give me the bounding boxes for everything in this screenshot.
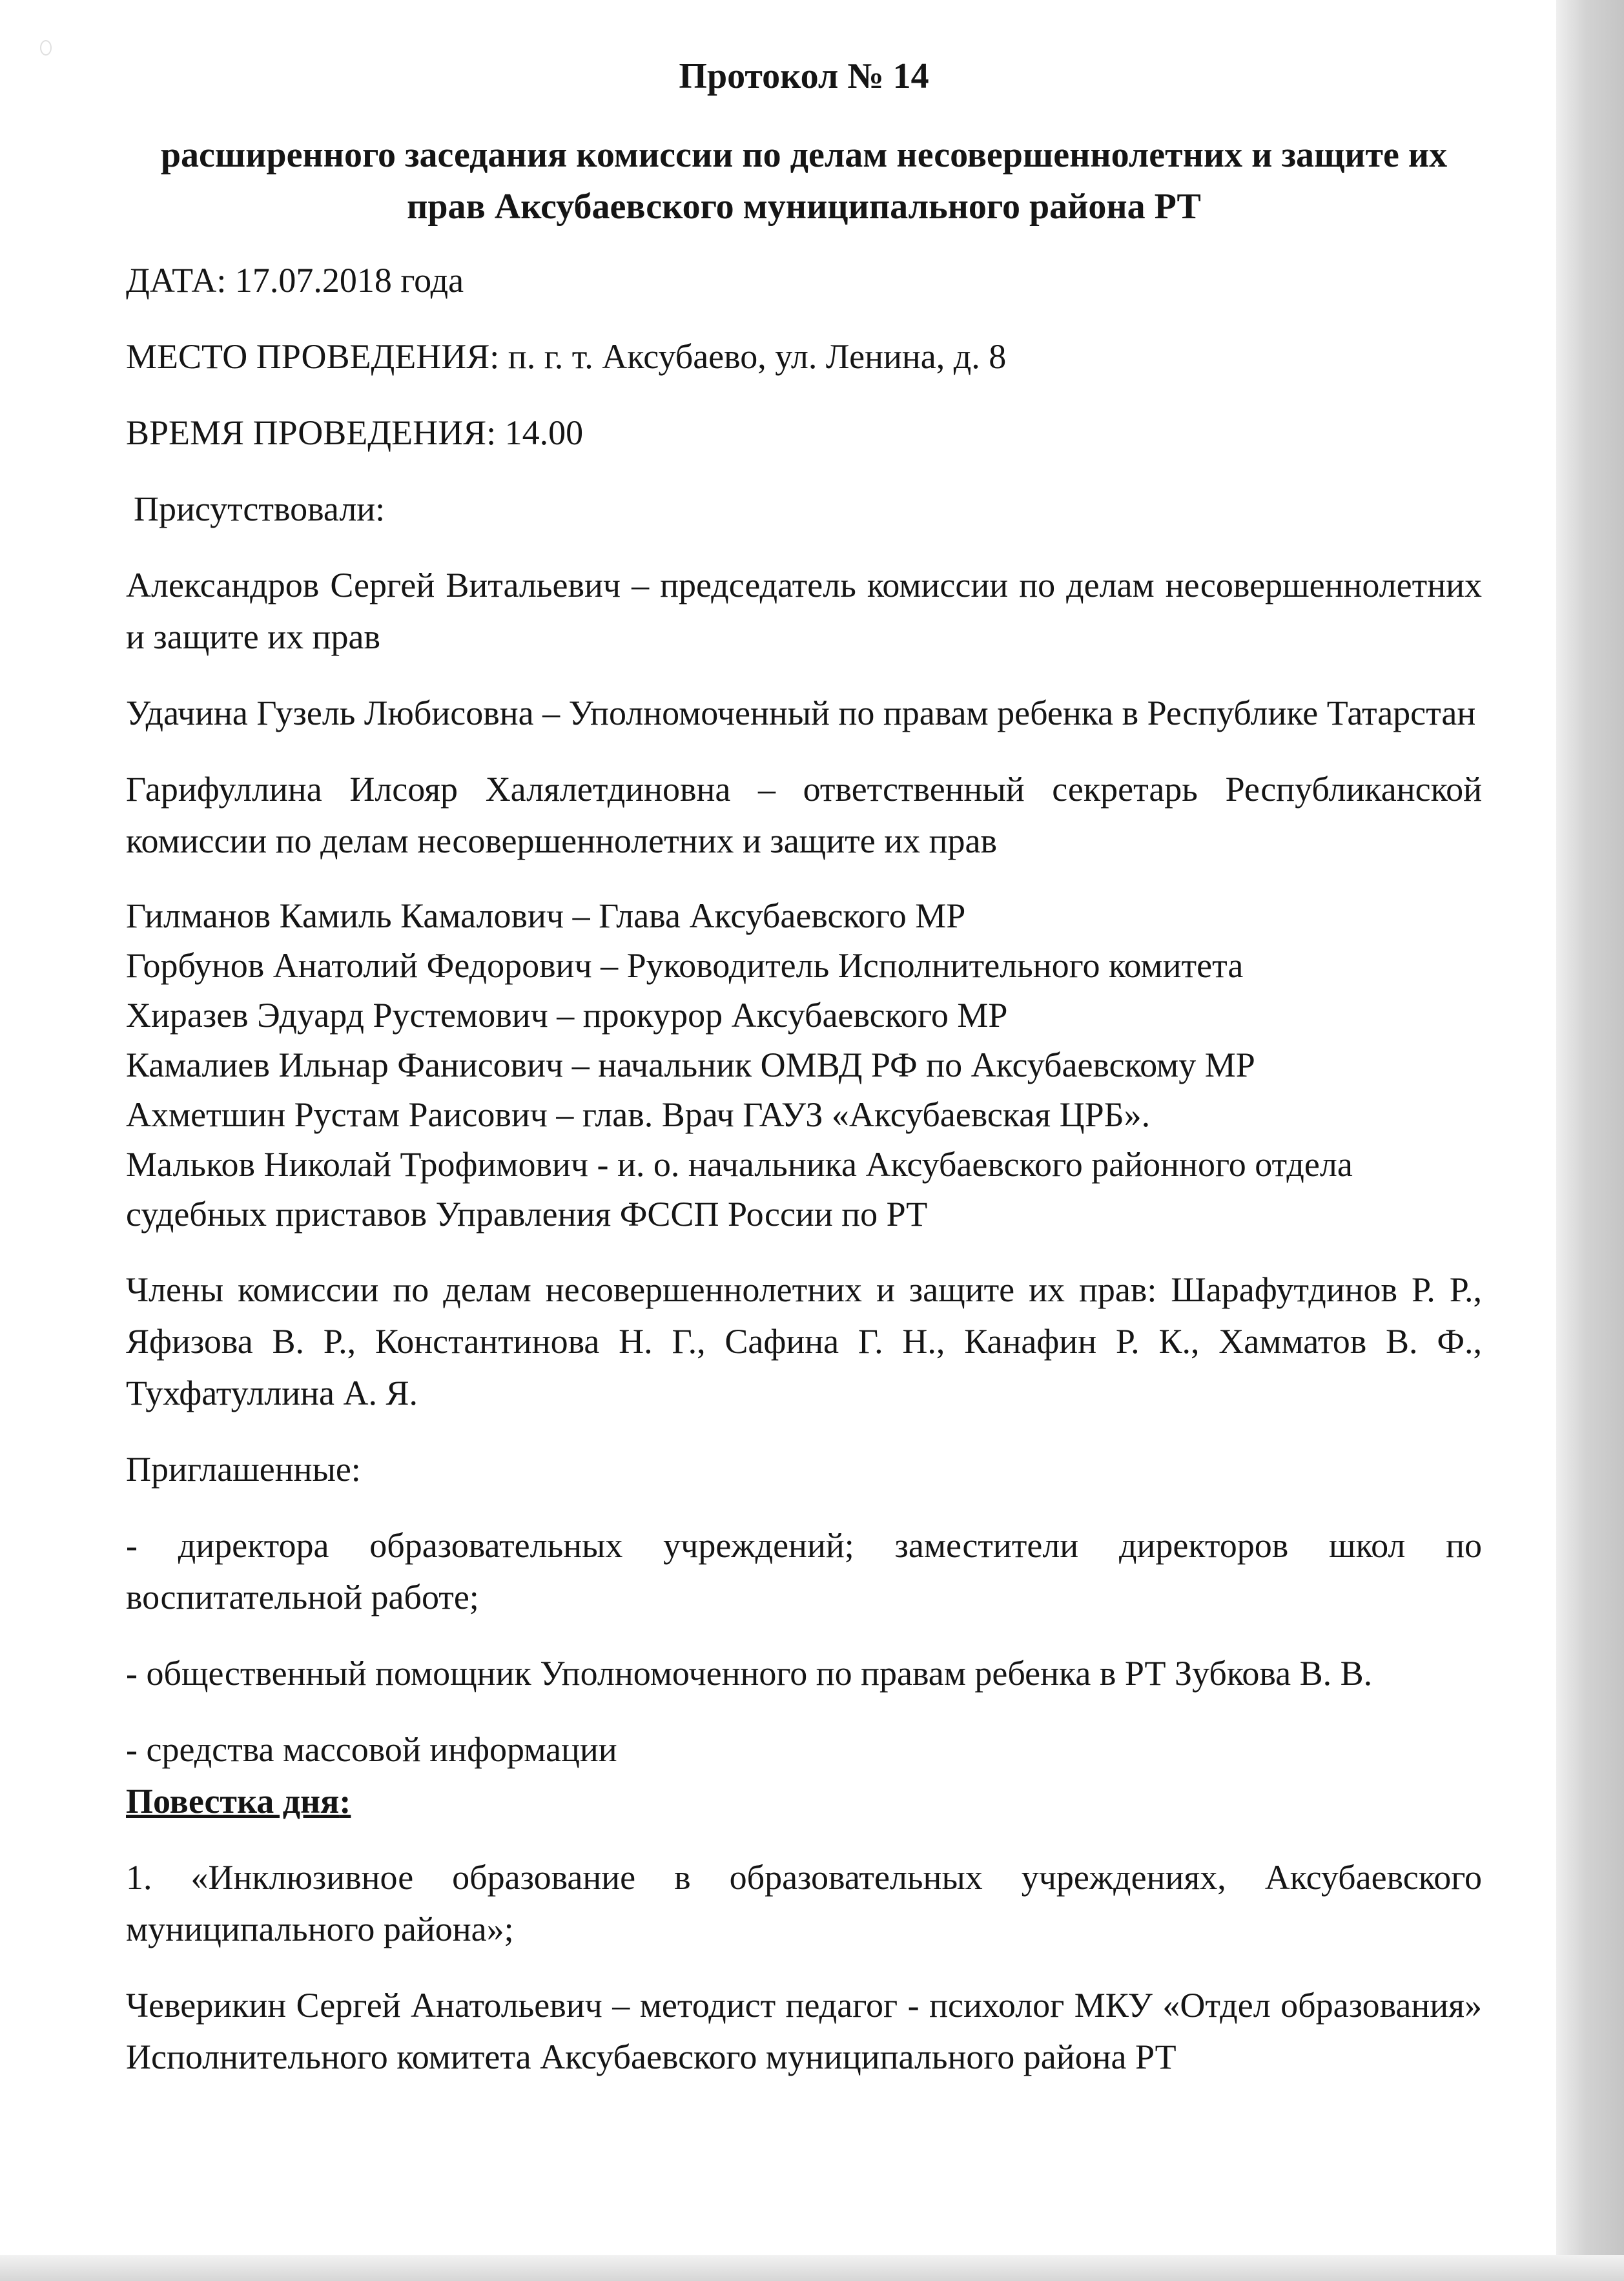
officials-list bbox=[126, 891, 1482, 1239]
official-item: Мальков Николай Трофимович - и. о. начальника Аксубаевского районного отдела судебных приставов Управления ФССП России по РТ bbox=[126, 1145, 1353, 1233]
scan-shadow-right bbox=[1556, 0, 1624, 2281]
present-heading: Присутствовали: bbox=[134, 490, 385, 528]
attendee-secretary: Гарифуллина Илсояр Халялетдиновна – ответственный секретарь Республиканской комиссии по делам несовершеннолетних и защите их прав bbox=[126, 770, 1482, 860]
invited-item: - средства массовой информации bbox=[126, 1730, 617, 1769]
attendee-chairman: Александров Сергей Витальевич – председатель комиссии по делам несовершеннолетних и защите их прав bbox=[126, 566, 1482, 656]
scan-speck bbox=[40, 40, 52, 56]
agenda-item: 1. «Инклюзивное образование в образовательных учреждениях, Аксубаевского муниципального района»; bbox=[126, 1858, 1482, 1948]
invited-item: - общественный помощник Уполномоченного по правам ребенка в РТ Зубкова В. В. bbox=[126, 1654, 1373, 1693]
document-title: Протокол № 14 bbox=[679, 56, 929, 96]
document-body bbox=[126, 50, 1482, 2107]
agenda-heading-text: Повестка дня bbox=[126, 1782, 340, 1821]
document-subtitle: расширенного заседания комиссии по делам несовершеннолетних и защите их прав Аксубаевского муниципального района РТ bbox=[160, 135, 1448, 227]
speaker-line: Чеверикин Сергей Анатольевич – методист педагог - психолог МКУ «Отдел образования» Исполнительного комитета Аксубаевского муниципального района РТ bbox=[126, 1986, 1482, 2076]
official-item: Ахметшин Рустам Раисович – глав. Врач ГАУЗ «Аксубаевская ЦРБ». bbox=[126, 1095, 1151, 1134]
commission-members: Члены комиссии по делам несовершеннолетних и защите их прав: Шарафутдинов Р. Р., Яфизова В. Р., Константинова Н. Г., Сафина Г. Н., Канафин Р. К., Хамматов В. Ф., Тухфатуллина А. Я. bbox=[126, 1270, 1482, 1412]
invited-item: - директора образовательных учреждений; заместители директоров школ по воспитательной работе; bbox=[126, 1526, 1482, 1616]
agenda-heading bbox=[126, 1775, 1482, 1827]
place-line: МЕСТО ПРОВЕДЕНИЯ: п. г. т. Аксубаево, ул. Ленина, д. 8 bbox=[126, 337, 1007, 376]
attendee-ombudsman: Удачина Гузель Любисовна – Уполномоченный по правам ребенка в Республике Татарстан bbox=[126, 694, 1476, 732]
date-line: ДАТА: 17.07.2018 года bbox=[126, 261, 464, 300]
invited-heading: Приглашенные: bbox=[126, 1450, 361, 1489]
time-line: ВРЕМЯ ПРОВЕДЕНИЯ: 14.00 bbox=[126, 413, 584, 452]
official-item: Хиразев Эдуард Рустемович – прокурор Аксубаевского МР bbox=[126, 996, 1008, 1035]
official-item: Горбунов Анатолий Федорович – Руководитель Исполнительного комитета bbox=[126, 946, 1244, 985]
scan-shadow-bottom bbox=[0, 2255, 1624, 2281]
official-item: Гилманов Камиль Камалович – Глава Аксубаевского МР bbox=[126, 896, 966, 935]
agenda-heading-colon: : bbox=[339, 1782, 351, 1821]
official-item: Камалиев Ильнар Фанисович – начальник ОМВД РФ по Аксубаевскому МР bbox=[126, 1046, 1255, 1084]
